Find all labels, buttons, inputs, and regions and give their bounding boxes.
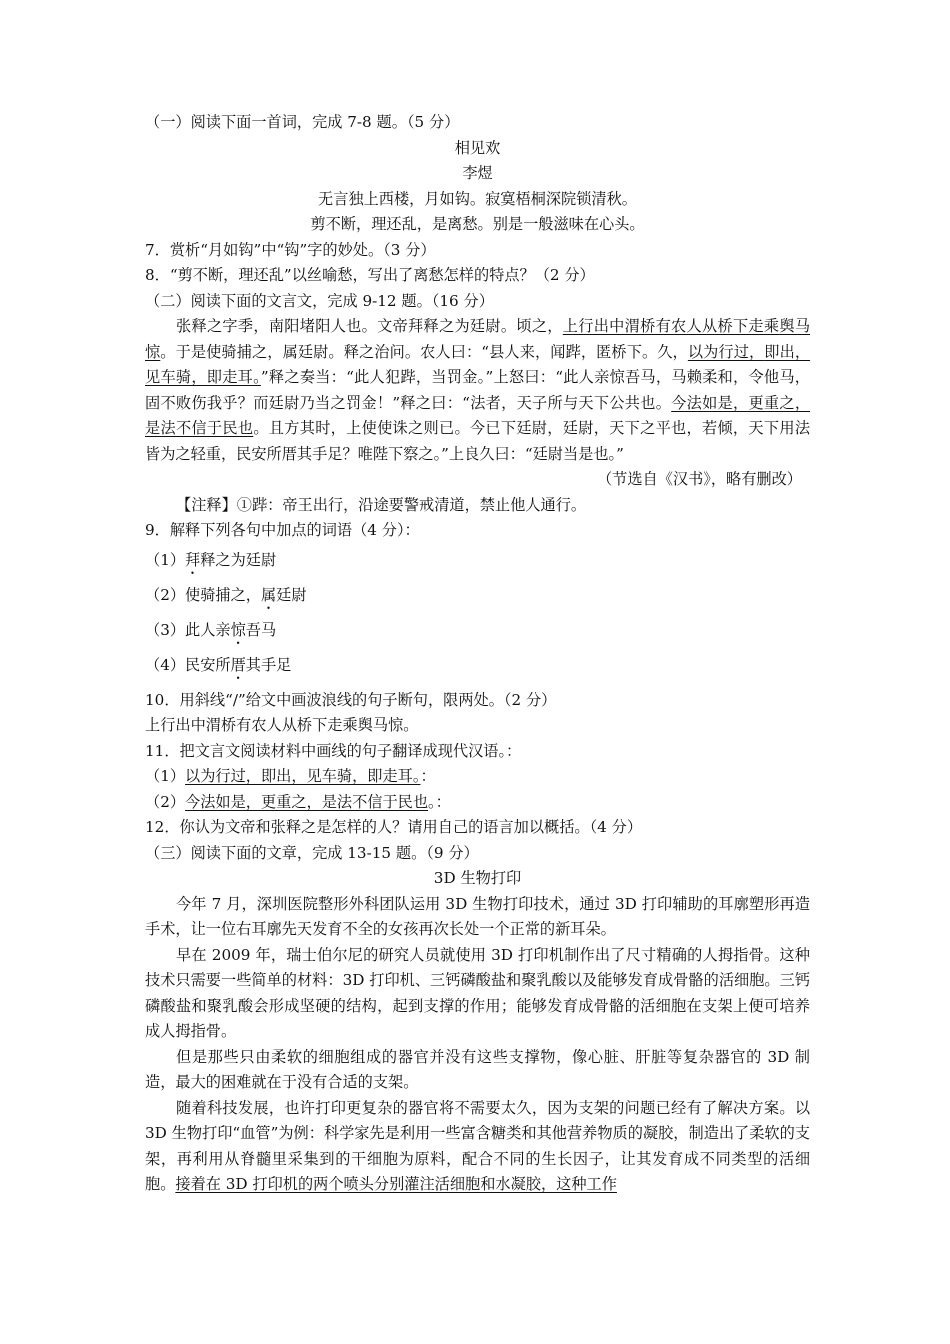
poem-author: 李煜 <box>462 164 493 182</box>
item-text: 。： <box>428 792 451 811</box>
underlined-sentence-2: 今法如是，更重之，是法不信于民也 <box>145 393 811 437</box>
item-number: （2） <box>145 792 186 811</box>
question-11-item-1 <box>145 764 810 790</box>
question-10-sentence: 上行出中渭桥有农人从桥下走乘舆马惊。 <box>145 716 419 734</box>
poem-line-2: 剪不断，理还乱，是离愁。别是一般滋味在心头。 <box>310 215 645 233</box>
dotted-word: 厝 <box>230 655 246 674</box>
passage-text-c: ”释之奏当：“此人犯跸，当罚金。”上怒曰：“此人亲惊吾马，马赖柔和，令他马，固不败伤我乎？而廷尉乃当之罚金！”释之曰：“法者，天子所与天下公共也。 <box>145 368 810 412</box>
underlined-sentence-1b: 即出，见车骑，即走耳。 <box>145 342 811 386</box>
passage-text-b: 。于是使骑捕之，属廷尉。释之治问。农人曰：“县人来，闻跸，匿桥下。久， <box>160 342 688 361</box>
paragraph-text: 随着科技发展，也许打印更复杂的器官将不需要太久，因为支架的问题已经有了解决方案。以 3D 生物打印“血管”为例：科学家先是利用一些富含糖类和其他营养物质的凝胶，制造出了柔软的支架，再利用从脊髓里采集到的干细胞为原料，配合不同的生长因子，让其发育成不同类型的活细胞。 <box>145 1098 810 1193</box>
question-7: 7．赏析“月如钩”中“钩”字的妙处。（3 分） <box>145 240 436 259</box>
item-number: （1） <box>145 767 186 785</box>
item-text: （4）民安所 <box>145 655 231 674</box>
question-11: 11．把文言文阅读材料中画线的句子翻译成现代汉语。： <box>145 741 522 760</box>
wavy-sentence-part-1: 上行出中渭桥有农人从桥下走乘 <box>562 317 780 335</box>
section-1-header: （一）阅读下面一首词，完成 7-8 题。（5 分） <box>145 113 460 131</box>
question-9-item-2 <box>145 583 810 613</box>
item-text: 其手足 <box>245 655 292 674</box>
article-paragraph-4 <box>145 1096 810 1198</box>
passage-text-d: 。且方其时，上使使诛之则已。今已下廷尉，廷尉，天下之平也，若倾，天下用法皆为之轻重，民安所厝其手足？唯陛下察之。”上良久曰：“廷尉当是也。” <box>145 419 811 463</box>
item-text: （2）使骑捕之， <box>145 585 261 604</box>
underlined-sentence: 接着在 3D 打印机的两个喷头分别灌注活细胞和水凝胶，这种工作 <box>175 1175 617 1193</box>
exam-page <box>145 110 810 1198</box>
question-9-item-3 <box>145 618 810 648</box>
item-text: ： <box>420 767 436 785</box>
dotted-word: 惊 <box>230 620 246 639</box>
item-text: （3）此人亲 <box>145 620 231 639</box>
question-10: 10．用斜线“/”给文中画波浪线的句子断句，限两处。（2 分） <box>145 690 557 709</box>
passage-text-a: 张释之字季，南阳堵阳人也。文帝拜释之为廷尉。顷之， <box>176 317 563 335</box>
article-title: 3D 生物打印 <box>433 869 522 887</box>
item-text: 吾马 <box>245 620 277 639</box>
article-paragraph-2: 早在 2009 年，瑞士伯尔尼的研究人员就使用 3D 打印机制作出了尺寸精确的人拇指骨。这种技术只需要一些简单的材料：3D 打印机、三钙磷酸盐和聚乳酸以及能够发育成骨骼的活细胞。三钙磷酸盐和聚乳酸会形成坚硬的结构，起到支撑的作用；能够发育成骨骼的活细胞在支架上便可培养成人拇指骨。 <box>145 945 810 1040</box>
passage-source: （节选自《汉书》，略有删改） <box>596 470 802 488</box>
article-paragraph-1: 今年 7 月，深圳医院整形外科团队运用 3D 生物打印技术，通过 3D 打印辅助的耳廓塑形再造手术，让一位右耳廓先天发育不全的女孩再次长处一个正常的新耳朵。 <box>145 894 810 938</box>
item-text: 释之为廷尉 <box>200 550 277 569</box>
question-12: 12．你认为文帝和张释之是怎样的人？请用自己的语言加以概括。（4 分） <box>145 818 643 836</box>
dotted-word: 拜 <box>185 550 201 569</box>
question-9: 9．解释下列各句中加点的词语（4 分）： <box>145 521 420 539</box>
passage-note: 【注释】①跸：帝王出行，沿途要警戒清道，禁止他人通行。 <box>176 495 587 514</box>
poem-title: 相见欢 <box>454 138 501 157</box>
classical-passage <box>145 314 810 467</box>
item-number: （1） <box>145 550 186 569</box>
section-2-header: （二）阅读下面的文言文，完成 9-12 题。（16 分） <box>145 291 494 310</box>
question-8: 8．“剪不断，理还乱”以丝喻愁，写出了离愁怎样的特点？（2 分） <box>145 266 595 284</box>
underlined-sentence-1a: 以为行过， <box>687 342 765 361</box>
underlined-sentence: 今法如是，更重之，是法不信于民也 <box>185 792 429 811</box>
question-11-item-2 <box>145 790 810 816</box>
article-paragraph-3: 但是那些只由柔软的细胞组成的器官并没有这些支撑物，像心脏、肝脏等复杂器官的 3D 制造，最大的困难就在于没有合适的支架。 <box>145 1047 810 1091</box>
underlined-sentence: 以为行过，即出，见车骑，即走耳。 <box>185 767 421 785</box>
question-9-item-4 <box>145 653 810 683</box>
wavy-sentence-part-2: 舆马惊 <box>145 317 811 361</box>
item-text: 廷尉 <box>276 585 307 604</box>
question-9-item-1 <box>145 548 810 578</box>
dotted-word: 属 <box>260 585 277 604</box>
section-3-header: （三）阅读下面的文章，完成 13-15 题。（9 分） <box>145 843 479 862</box>
poem-line-1: 无言独上西楼，月如钩。寂寞梧桐深院锁清秋。 <box>318 189 637 208</box>
